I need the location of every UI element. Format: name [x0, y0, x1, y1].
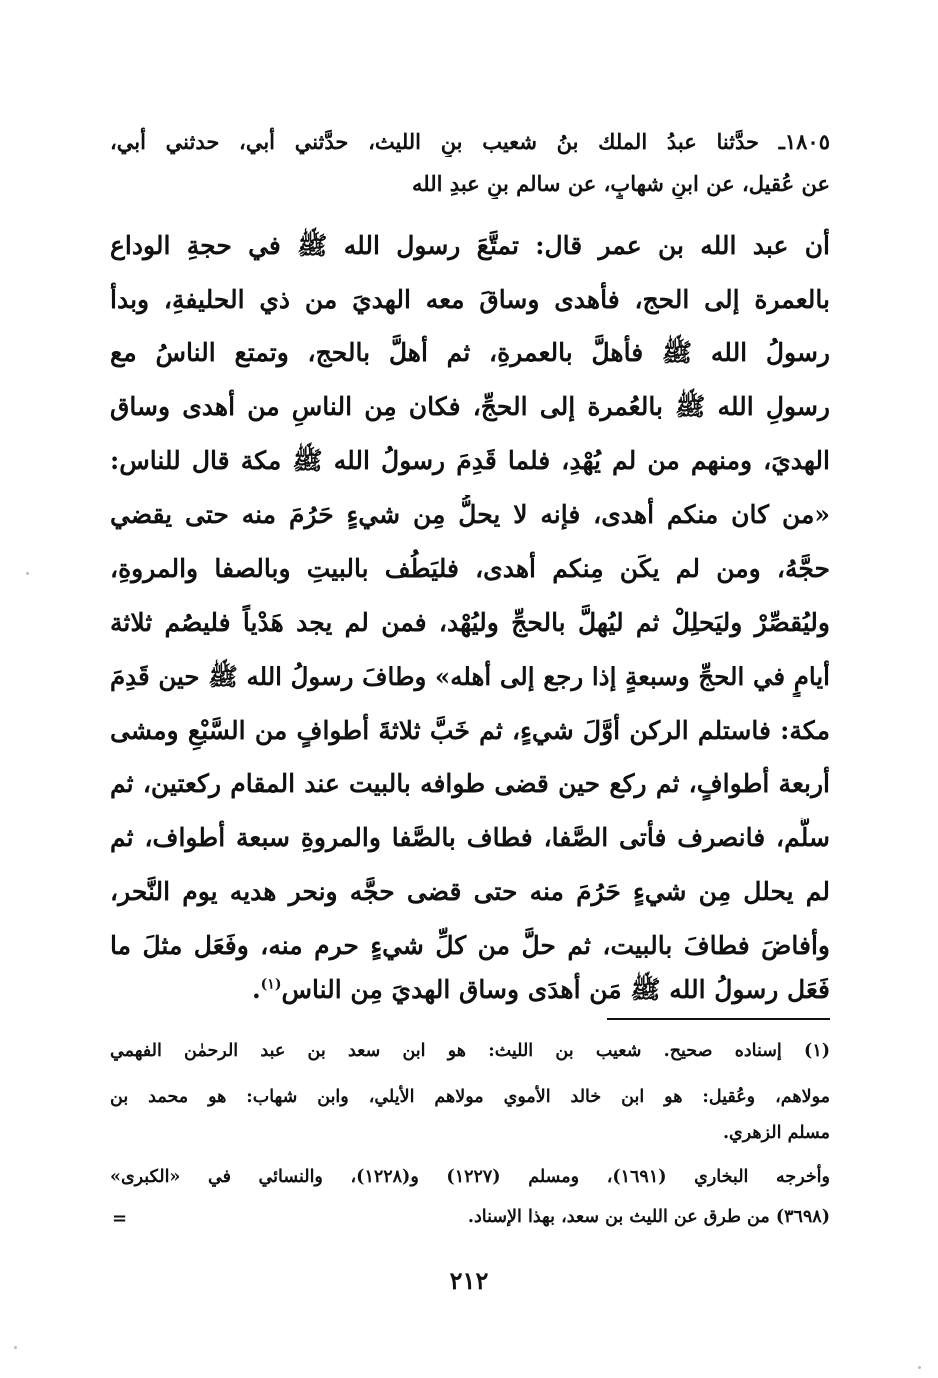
footnote-line-4: وأخرجه البخاري (١٦٩١)، ومسلم (١٢٢٧) و(١٢٢٨)، والنسائي في «الكبرى»: [110, 1167, 830, 1187]
matn-line-7: حجَّهُ، ومن لم يكَن مِنكم أهدى، فليَطُف بالبيتِ وبالصفا والمروةِ،: [110, 554, 830, 583]
matn-line-15-text: فَعَل رسولُ الله ﷺ مَن أهدَى وساق الهديَ مِن الناس: [281, 975, 830, 1004]
matn-line-9: أيامٍ في الحجِّ وسبعةٍ إذا رجع إلى أهله» وطافَ رسولُ الله ﷺ حين قَدِمَ: [110, 662, 830, 691]
scan-speck: [918, 1366, 921, 1369]
scan-speck: [26, 572, 29, 575]
footnote-line-2: مولاهم، وعُقيل: هو ابن خالد الأموي مولاهم الأيلي، وابن شهاب: هو محمد بن: [110, 1087, 830, 1107]
continuation-mark: =: [112, 1208, 128, 1229]
matn-line-4: رسولِ الله ﷺ بالعُمرة إلى الحجِّ، فكان مِن الناسِ من أهدى وساق: [110, 392, 830, 421]
matn-line-3: رسولُ الله ﷺ فأهلَّ بالعمرةِ، ثم أهلَّ بالحج، وتمتع الناسُ مع: [110, 338, 830, 367]
matn-line-12: سلَّم، فانصرف فأتى الصَّفا، فطاف بالصَّفا والمروةِ سبعة أطواف، ثم: [110, 823, 830, 852]
footnote-line-1: (١) إسناده صحيح. شعيب بن الليث: هو ابن سعد بن عبد الرحمٰن الفهمي: [110, 1041, 830, 1061]
matn-line-8: وليُقصِّرْ وليَحلِلْ ثم ليُهلَّ بالحجِّ وليُهْد، فمن لم يجد هَدْياً فليصُم ثلاثة: [110, 608, 830, 637]
footnote-line-3: مسلم الزهري.: [722, 1123, 830, 1143]
matn-line-1: أن عبد الله بن عمر قال: تمتَّعَ رسول الله ﷺ في حجةِ الوداع: [110, 231, 830, 260]
final-period: .: [251, 975, 261, 1004]
footnote-separator: [607, 1018, 830, 1020]
matn-line-5: الهديَ، ومنهم من لم يُهْدِ، فلما قَدِمَ رسولُ الله ﷺ مكة قال للناس:: [110, 446, 830, 475]
matn-line-11: أربعة أطوافٍ، ثم ركع حين قضى طوافه بالبيت عند المقام ركعتين، ثم: [110, 769, 830, 798]
isnad-line-1: ١٨٠٥ـ حدَّثنا عبدُ الملك بنُ شعيب بنِ الليث، حدَّثني أبي، حدثني أبي،: [110, 129, 830, 154]
matn-line-15: [110, 970, 830, 1010]
matn-line-10: مكة: فاستلم الركن أوَّلَ شيءٍ، ثم خَبَّ ثلاثةَ أطوافٍ من السَّبْعِ ومشى: [110, 716, 830, 745]
matn-line-13: لم يحلل مِن شيءٍ حَرُمَ منه حتى قضى حجَّه ونحر هديه يوم النَّحر،: [110, 877, 830, 906]
scan-speck: [14, 1346, 17, 1349]
matn-line-14: وأفاضَ فطافَ بالبيت، ثم حلَّ من كلِّ شيءٍ حرم منه، وفَعَل مثلَ ما: [110, 931, 830, 960]
footnote-line-5: (٣٦٩٨) من طرق عن الليث بن سعد، بهذا الإسناد.: [467, 1207, 830, 1227]
page-number: ٢١٢: [449, 1266, 489, 1295]
matn-line-6: «من كان منكم أهدى، فإنه لا يحلُّ مِن شيءٍ حَرُمَ منه حتى يقضي: [110, 500, 830, 529]
matn-line-2: بالعمرة إلى الحج، فأهدى وساقَ معه الهديَ من ذي الحليفةِ، وبدأ: [110, 285, 830, 314]
footnote-reference: (١): [260, 976, 282, 993]
isnad-line-2: عن عُقيل، عن ابنِ شهابٍ، عن سالم بنِ عبدِ الله: [412, 171, 830, 196]
